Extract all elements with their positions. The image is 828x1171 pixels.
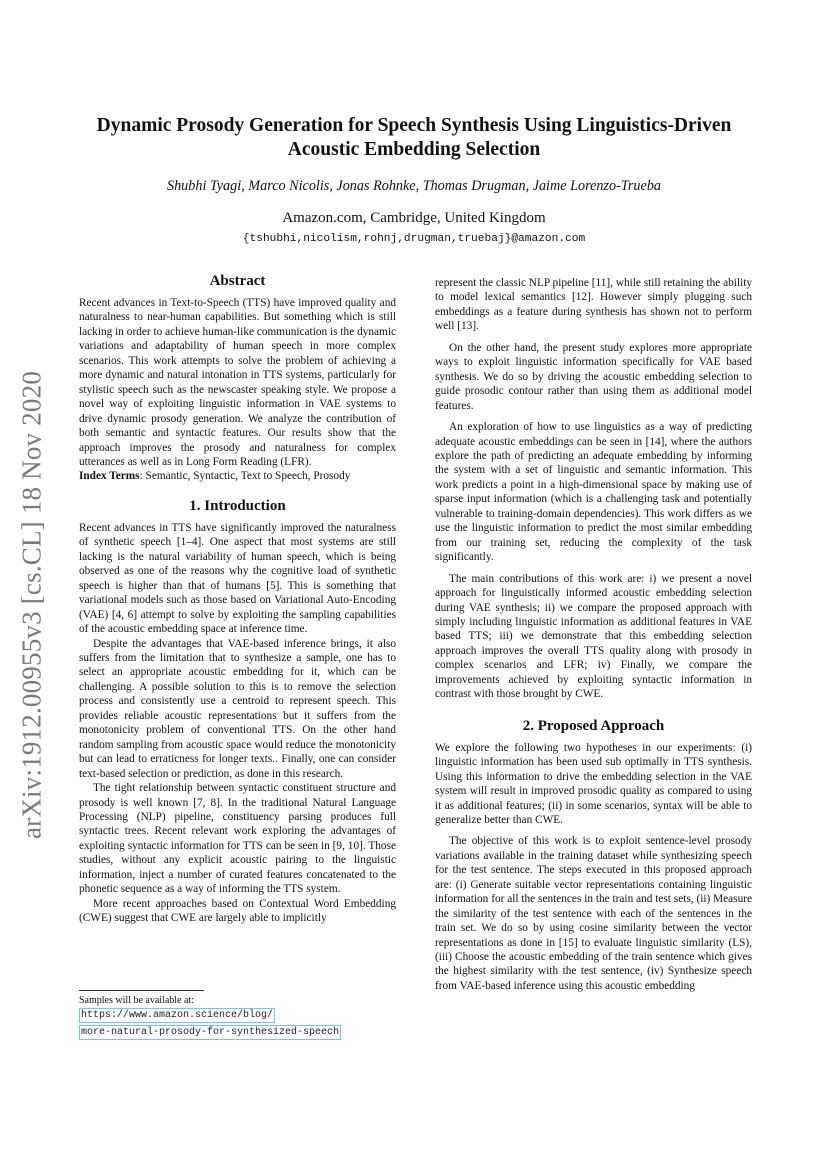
right-paragraph-4: The main contributions of this work are: i) we present a novel approach for linguistically informed acoustic embedding selection during VAE synthesis; ii) we compare the proposed approach with simply including linguistic information as additional features in VAE based TTS; iii) we demonstrate that this embedding selection approach improves the overall TTS quality along with prosody in complex scenarios and LFR; iv) Finally, we compare the improvements achieved by exploiting syntactic information in contrast with those brought by CWE.	[435, 572, 752, 701]
footnote	[79, 990, 396, 1041]
authors: Shubhi Tyagi, Marco Nicolis, Jonas Rohnke, Thomas Drugman, Jaime Lorenzo-Trueba	[166, 178, 662, 194]
right-paragraph-1: represent the classic NLP pipeline [11], while still retaining the ability to model lexical semantics [12]. However simply plugging such embeddings as a feature during synthesis has shown not to perform well [13].	[435, 277, 752, 333]
footnote-link-1[interactable]: https://www.amazon.science/blog/	[81, 1010, 274, 1021]
affiliation: Amazon.com, Cambridge, United Kingdom	[282, 210, 546, 226]
right-paragraph-6: The objective of this work is to exploit sentence-level prosody variations available in the training dataset while synthesizing speech for the test sentence. The steps executed in this proposed approach are: (i) Generate suitable vector representations containing linguistic information for all the sentences in the train and test sets, (ii) Measure the similarity of the test sentence with each of the sentences in the train set. We do so by using cosine similarity between the vector representations as done in [15] to evaluate linguistic similarity (LS), (iii) Choose the acoustic embedding of the train sentence which gives the highest similarity with the test sentence, (iv) Synthesize speech from VAE-based inference using this acoustic embedding	[435, 835, 752, 992]
index-terms-text: : Semantic, Syntactic, Text to Speech, Prosody	[139, 470, 351, 483]
section2-heading: 2. Proposed Approach	[522, 717, 665, 734]
right-paragraph-5: We explore the following two hypotheses in our experiments: (i) linguistic information has been used sub optimally in TTS synthesis. Using this information to drive the embedding selection in the VAE system will result in improved prosodic quality as compared to using it as additional features; (ii) in some scenarios, syntax will be able to generalize better than CWE.	[435, 741, 752, 826]
abstract-heading: Abstract	[209, 273, 266, 289]
intro-paragraph-2: Despite the advantages that VAE-based inference brings, it also suffers from the limitation that to synthesize a sample, one has to select an appropriate acoustic embedding for it, which can be challenging. A possible solution to this is to remove the selection process and consistently use a centroid to represent speech. This provides reliable acoustic representations but it suffers from the monotonicity problem of conventional TTS. On the other hand random sampling from acoustic space would reduce the monotonicity but can lead to erraticness for longer texts.. Finally, one can consider text-based selection or prediction, as done in this research.	[79, 637, 396, 780]
intro-paragraph-3: The tight relationship between syntactic constituent structure and prosody is well known [7, 8]. In the traditional Natural Language Processing (NLP) pipeline, constituency parsing produces full syntactic trees. Recent relevant work exploring the advantages of exploiting syntactic information for TTS can be seen in [9, 10]. Those studies, without any explicit acoustic pairing to the linguistic information, inject a number of curated features concatenated to the phonetic sequence as a way of informing the TTS system.	[79, 782, 396, 896]
index-terms-label: Index Terms	[79, 470, 140, 483]
right-paragraph-2: On the other hand, the present study explores more appropriate ways to exploit linguistic information specifically for VAE based synthesis. We do so by driving the acoustic embedding selection to guide prosodic contour rather than using them as additional model features.	[435, 341, 752, 412]
abstract-text: Recent advances in Text-to-Speech (TTS) have improved quality and naturalness to near-human capabilities. But something which is still lacking in order to achieve human-like communication is the dynamic variations and adaptability of human speech in more complex scenarios. This work attempts to solve the problem of achieving a more dynamic and natural intonation in TTS systems, particularly for stylistic speech such as the newscaster speaking style. We propose a novel way of exploiting linguistic information in VAE systems to drive dynamic prosody generation. We analyze the contribution of both semantic and syntactic features. Our results show that the approach improves the prosody and naturalness for complex utterances as well as in Long Form Reading (LFR).	[79, 297, 396, 468]
intro-paragraph-4: More recent approaches based on Contextual Word Embedding (CWE) suggest that CWE are largely able to implicitly	[79, 897, 396, 925]
right-column	[435, 276, 752, 1000]
arxiv-stamp	[12, 355, 52, 855]
arxiv-stamp-text: arXiv:1912.00955v3 [cs.CL] 18 Nov 2020	[16, 370, 47, 840]
footnote-rule	[79, 990, 204, 991]
right-paragraph-3: An exploration of how to use linguistics as a way of predicting adequate acoustic embeddings can be seen in [14], where the authors explore the path of predicting an adequate embedding by informing the system with a set of linguistic and semantic information. This work predicts a point in a high-dimensional space by making use of sparse input information (which is a challenging task and potentially vulnerable to training-domain dependencies). This work differs as we use the linguistic information to predict the most similar embedding from our training set, reducing the complexity of the task significantly.	[435, 421, 752, 564]
intro-paragraph-1: Recent advances in TTS have significantly improved the naturalness of synthetic speech [1–4]. One aspect that most systems are still lacking is the natural variability of human speech, which is being observed as one of the reasons why the cognitive load of synthetic speech is higher than that of humans [5]. This is something that variational models such as those based on Variational Auto-Encoding (VAE) [4, 6] attempt to solve by exploiting the sampling capabilities of the acoustic embedding space at inference time.	[79, 521, 396, 636]
title-line-1: Dynamic Prosody Generation for Speech Synthesis Using Linguistics-Driven	[96, 115, 732, 136]
emails: {tshubhi,nicolism,rohnj,drugman,truebaj}@amazon.com	[242, 233, 586, 245]
footnote-label: Samples will be available at:	[79, 995, 194, 1006]
intro-heading: 1. Introduction	[189, 497, 286, 514]
title-line-2: Acoustic Embedding Selection	[287, 139, 541, 160]
index-terms	[79, 469, 396, 483]
left-column	[79, 272, 396, 926]
footnote-link-2[interactable]: more-natural-prosody-for-synthesized-speech	[81, 1027, 340, 1038]
paper-title	[70, 114, 758, 162]
